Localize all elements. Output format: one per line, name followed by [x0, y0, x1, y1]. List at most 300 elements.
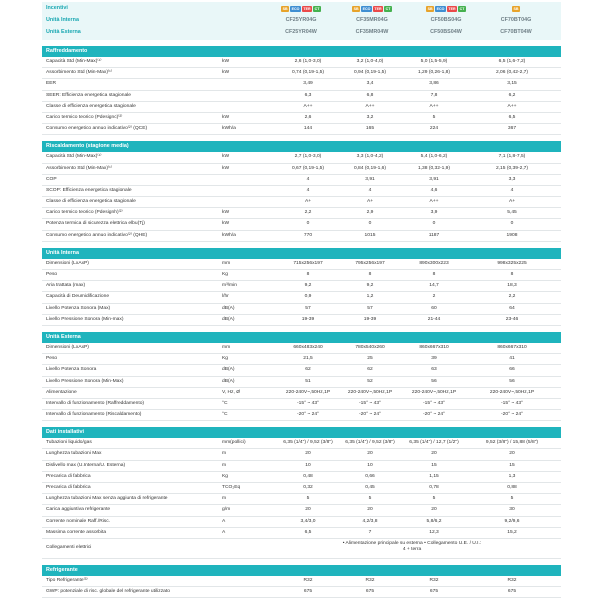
row-value: 0,48 — [303, 473, 313, 479]
row-unit: V, Hz, Ø — [222, 389, 241, 395]
row-value: 4,2/3,8 — [362, 518, 378, 524]
outdoor-model: CF25YR04W — [285, 29, 317, 35]
row-value: 3,3 — [508, 176, 516, 182]
row-label: COP — [46, 176, 57, 182]
row-label: EER — [46, 81, 57, 87]
row-label: SEER: Efficienza energetica stagionale — [46, 92, 132, 98]
row-label: Precarica di fabbrica — [46, 485, 91, 490]
table-row — [42, 410, 561, 421]
table-row — [42, 102, 561, 113]
row-value: 20 — [305, 507, 311, 513]
row-value: 3,9 — [430, 210, 438, 216]
row-label: Tipo Refrigerante⁽³⁾ — [46, 577, 88, 583]
row-unit: kW — [222, 114, 230, 120]
row-value: -15° ~ 43° — [359, 400, 381, 406]
table-row — [42, 68, 561, 79]
incentive-badge: CT — [459, 7, 465, 11]
row-label: Capacità Std (Min-Max)⁽¹⁾ — [46, 59, 102, 64]
spec-section — [42, 248, 561, 326]
row-value: 3,49 — [303, 81, 313, 87]
spec-section — [42, 46, 561, 135]
row-value: 9,2 — [304, 283, 312, 289]
row-value: 39 — [431, 356, 437, 362]
row-value: R32 — [303, 577, 313, 583]
row-value: -20° ~ 24° — [297, 412, 319, 418]
table-row — [42, 587, 561, 598]
sections-container — [42, 46, 561, 598]
row-value: 1,3 — [508, 473, 516, 479]
row-value: 2,6 (1,0-3,0) — [294, 59, 322, 64]
spec-section — [42, 141, 561, 242]
table-row — [42, 365, 561, 376]
row-value-span: • Alimentazione principale su esterna • Collegamento U.E. / U.I.: 4 + terra — [342, 540, 482, 552]
row-value: 4 — [306, 176, 310, 182]
row-value: A++ — [429, 199, 439, 205]
row-value: 9,2/9,6 — [504, 518, 520, 524]
table-row — [42, 539, 561, 559]
row-value: 5,0 (1,5-5,9) — [420, 59, 448, 64]
incentive-badge: TER — [374, 7, 382, 11]
row-value: 3,3 (1,0-4,2) — [356, 154, 384, 160]
row-value: 4 — [368, 187, 372, 193]
row-value: 1,15 — [429, 473, 439, 479]
row-value: 220-240V~,50Hz,1P — [489, 389, 535, 395]
row-value: 220-240V~,50Hz,1P — [285, 389, 331, 395]
row-value: 5 — [510, 496, 514, 502]
row-value: 15 — [431, 462, 437, 468]
table-row — [42, 208, 561, 219]
row-value: 5,45 — [507, 210, 517, 216]
row-unit: dB(A) — [222, 367, 235, 373]
row-label: Precarica di fabbrica — [46, 473, 91, 479]
row-value: 5 — [432, 114, 436, 120]
row-value: 165 — [365, 126, 375, 132]
row-label: Consumo energetico annuo indicativo⁽²⁾ (QHE) — [46, 232, 148, 238]
row-value: 0,9 — [304, 294, 312, 300]
row-label: Alimentazione — [46, 389, 77, 395]
row-value: 20 — [431, 507, 437, 513]
row-unit: mm — [222, 260, 231, 266]
incentive-badge: SB — [427, 7, 433, 11]
row-value: 1,38 (0,32-1,9) — [417, 165, 451, 171]
row-value: 0,74 (0,19-1,5) — [291, 70, 325, 76]
row-label: Capacità Std (Min-Max)⁽¹⁾ — [46, 154, 102, 160]
row-value: 6,3 — [304, 92, 312, 98]
table-row — [42, 175, 561, 186]
row-unit: kW — [222, 59, 230, 64]
row-value: 2,06 (0,42-2,7) — [495, 70, 529, 76]
row-value: 2,7 (1,0-3,0) — [294, 154, 322, 160]
row-value: 890x300x223 — [419, 260, 449, 266]
row-value: 20 — [367, 451, 373, 457]
row-value: 860x667x310 — [497, 344, 527, 350]
table-row — [42, 449, 561, 460]
row-value: 10 — [305, 462, 311, 468]
row-value: 25 — [367, 356, 373, 362]
row-label: Massima corrente assorbita — [46, 529, 107, 535]
row-value: R32 — [429, 577, 439, 583]
table-row — [42, 438, 561, 449]
table-row — [42, 197, 561, 208]
row-label: Intervallo di funzionamento (Raffreddamento) — [46, 400, 145, 406]
row-value: 8 — [306, 272, 310, 277]
table-row — [42, 113, 561, 124]
row-value: 220-240V~,50Hz,1P — [347, 389, 393, 395]
spec-section — [42, 332, 561, 421]
row-unit: dB(A) — [222, 316, 235, 322]
row-label: Livello Potenza Sonora (Max) — [46, 305, 111, 311]
row-unit: kWh/a — [222, 126, 236, 132]
row-unit: Kg — [222, 272, 228, 277]
row-label: Potenza termica di sicurezza elettrica elbu(Tj) — [46, 221, 145, 227]
row-unit: °C — [222, 400, 228, 406]
row-value: 0 — [306, 221, 310, 227]
row-value: R32 — [507, 577, 517, 583]
row-value: 0 — [510, 221, 514, 227]
row-value: 6,2 — [508, 92, 516, 98]
row-value: 6,5 — [304, 529, 312, 535]
table-row — [42, 281, 561, 292]
row-label: Consumo energetico annuo indicativo⁽²⁾ (QCE) — [46, 126, 148, 132]
row-value: 20 — [431, 451, 437, 457]
row-value: 5,4 (1,0-6,2) — [420, 154, 448, 160]
row-value: 3,91 — [429, 176, 439, 182]
row-unit: m³/min — [222, 283, 237, 289]
row-label: Aria trattata (max) — [46, 283, 86, 289]
row-value: 2,6 — [304, 114, 312, 120]
row-value: 14,7 — [429, 283, 439, 289]
section-title: Raffreddamento — [42, 46, 561, 57]
row-value: -15° ~ 43° — [297, 400, 319, 406]
row-value: 5,8/6,2 — [426, 518, 442, 524]
row-value: 62 — [305, 367, 311, 373]
row-value: 8 — [510, 272, 514, 277]
row-value: 4,6 — [430, 187, 438, 193]
row-value: -15° ~ 43° — [423, 400, 445, 406]
row-label: Peso — [46, 272, 58, 277]
table-row — [42, 270, 561, 281]
row-value: 56 — [509, 378, 515, 384]
table-row — [42, 91, 561, 102]
indoor-model: CF35MR04G — [356, 17, 388, 23]
row-value: 0,32 — [303, 485, 313, 490]
row-unit: m — [222, 451, 227, 457]
row-label: Livello Potenza Sonora — [46, 367, 97, 373]
row-value: 5 — [306, 496, 310, 502]
table-row — [42, 343, 561, 354]
row-value: 56 — [431, 378, 437, 384]
row-value: 8 — [368, 272, 372, 277]
row-unit: Kg — [222, 356, 228, 362]
row-value: 1015 — [364, 232, 376, 238]
row-value: 6,35 (1/4") / 9,52 (3/8") — [345, 440, 395, 446]
row-value: 20 — [509, 451, 515, 457]
incentives-label: Incentivi — [46, 5, 68, 11]
row-value: 12,3 — [429, 529, 439, 535]
row-value: 57 — [367, 305, 373, 311]
row-unit: l/hr — [222, 294, 229, 300]
row-label: Peso — [46, 356, 58, 362]
table-row — [42, 399, 561, 410]
row-value: 6,35 (1/4") / 9,52 (3/8") — [283, 440, 333, 446]
row-value: -20° ~ 24° — [423, 412, 445, 418]
row-value: 3,2 (1,0-4,0) — [356, 59, 384, 64]
row-value: 64 — [509, 305, 515, 311]
incentive-badge-group — [411, 6, 481, 13]
row-unit: °C — [222, 412, 228, 418]
table-row — [42, 152, 561, 163]
row-value: 52 — [367, 378, 373, 384]
table-row — [42, 124, 561, 135]
row-label: Lunghezza tubazioni Max senza aggiunta di refrigerante — [46, 496, 168, 502]
row-value: -15° ~ 43° — [501, 400, 523, 406]
row-unit: m — [222, 496, 227, 502]
table-row — [42, 186, 561, 197]
table-row — [42, 354, 561, 365]
row-unit: TCO₂Eq — [222, 485, 241, 490]
table-row — [42, 576, 561, 587]
incentive-badge: ECO — [436, 7, 445, 11]
row-value: 1,2 — [366, 294, 374, 300]
row-label: Dimensioni (LxAxP) — [46, 344, 89, 350]
row-value: -20° ~ 24° — [501, 412, 523, 418]
section-title: Dati installativi — [42, 427, 561, 438]
row-value: 21-44 — [427, 316, 441, 322]
row-value: 5 — [432, 496, 436, 502]
table-row — [42, 472, 561, 483]
row-value: 660x483x240 — [293, 344, 323, 350]
section-title: Refrigerante — [42, 565, 561, 576]
indoor-model: CF25YR04G — [285, 17, 317, 23]
row-value: 7,8 — [430, 92, 438, 98]
row-value: 367 — [507, 126, 517, 132]
section-title: Unità Interna — [42, 248, 561, 259]
table-row — [42, 483, 561, 494]
section-title: Riscaldamento (stagione media) — [42, 141, 561, 152]
indoor-model: CF50BS04G — [430, 17, 462, 23]
row-value: 998x325x225 — [497, 260, 527, 266]
indoor-model: CF70BT04G — [500, 17, 532, 23]
row-value: 144 — [303, 126, 313, 132]
incentive-badge: SB — [353, 7, 359, 11]
row-label: Classe di efficienza energetica stagionale — [46, 199, 136, 205]
row-value: 6,5 (1,6-7,2) — [498, 59, 526, 64]
row-unit: mm(pollici) — [222, 440, 246, 446]
row-value: 4 — [510, 187, 514, 193]
row-value: 0,84 (0,19-1,6) — [353, 165, 387, 171]
table-row — [42, 259, 561, 270]
row-unit: kW — [222, 154, 230, 160]
row-value: 4 — [306, 187, 310, 193]
row-label: Carico termico teorico (Pdesignh)⁽²⁾ — [46, 210, 123, 216]
table-row — [42, 505, 561, 516]
row-unit: kW — [222, 210, 230, 216]
row-value: 21,5 — [303, 356, 313, 362]
row-unit: Kg — [222, 473, 228, 479]
incentive-badge-group — [481, 6, 551, 13]
row-value: 2,2 — [304, 210, 312, 216]
row-value: 0,67 (0,19-1,5) — [291, 165, 325, 171]
row-unit: kWh/a — [222, 232, 236, 238]
incentive-badge: ECO — [362, 7, 371, 11]
indoor-unit-label: Unità Interna — [46, 17, 79, 23]
table-row — [42, 494, 561, 505]
incentive-badge-group — [337, 6, 407, 13]
row-label: Assorbimento Std (Min-Max)⁽¹⁾ — [46, 165, 112, 171]
row-value: 6,5 — [508, 114, 516, 120]
row-value: A+ — [304, 199, 312, 205]
incentive-badge: CT — [385, 7, 391, 11]
row-value: 63 — [431, 367, 437, 373]
row-value: 3,4 — [366, 81, 374, 87]
table-row — [42, 461, 561, 472]
section-title: Unità Esterna — [42, 332, 561, 343]
row-value: 1,29 (0,26-1,8) — [417, 70, 451, 76]
row-value: 18,3 — [507, 283, 517, 289]
row-value: 57 — [305, 305, 311, 311]
row-value: R32 — [365, 577, 375, 583]
incentive-badge-group — [266, 6, 336, 13]
row-value: 7,1 (1,8-7,5) — [498, 154, 526, 160]
row-value: 9,52 (3/8") / 15,88 (5/8") — [485, 440, 539, 446]
row-unit: A — [222, 518, 226, 524]
spec-section — [42, 565, 561, 598]
spec-section — [42, 427, 561, 559]
row-label: Livello Pressione Sonora (Min-Max) — [46, 378, 124, 384]
table-row — [42, 292, 561, 303]
row-value: 770 — [303, 232, 313, 238]
outdoor-model: CF50BS04W — [430, 29, 462, 35]
table-row — [42, 231, 561, 242]
table-row — [42, 164, 561, 175]
row-value: 2,15 (0,39-2,7) — [495, 165, 529, 171]
row-label: Livello Pressione Sonora (Min-max) — [46, 316, 124, 322]
table-row — [42, 304, 561, 315]
row-label: Dimensioni (LxAxP) — [46, 260, 89, 266]
row-value: 675 — [507, 589, 517, 595]
incentive-badge: ECO — [291, 7, 300, 11]
row-value: 15 — [509, 462, 515, 468]
row-value: 66 — [509, 367, 515, 373]
row-value: A++ — [303, 103, 313, 109]
row-label: Corrente nominale Raff./Risc. — [46, 518, 111, 524]
row-value: 7 — [368, 529, 372, 535]
incentive-badge: TER — [448, 7, 456, 11]
row-label: GWP: potenziale di risc. globale del refrigerante utilizzato — [46, 589, 170, 595]
row-value: 3,4/3,0 — [300, 518, 316, 524]
table-row — [42, 219, 561, 230]
row-unit: m — [222, 462, 227, 468]
row-value: 41 — [509, 356, 515, 362]
incentive-badge: SB — [513, 7, 519, 11]
row-label: SCOP: Efficienza energetica stagionale — [46, 187, 132, 193]
row-label: Carica aggiuntiva refrigerante — [46, 507, 111, 513]
row-value: 6,8 — [366, 92, 374, 98]
row-value: 0,66 — [365, 473, 375, 479]
row-value: 0 — [432, 221, 436, 227]
row-value: 62 — [367, 367, 373, 373]
row-value: 60 — [431, 305, 437, 311]
outdoor-model: CF70BT04W — [500, 29, 532, 35]
row-value: 1908 — [506, 232, 518, 238]
row-value: 9,2 — [366, 283, 374, 289]
spec-table — [42, 2, 561, 598]
row-value: 15,2 — [507, 529, 517, 535]
row-unit: g/m — [222, 507, 231, 513]
row-value: 675 — [365, 589, 375, 595]
row-value: 51 — [305, 378, 311, 384]
table-row — [42, 517, 561, 528]
row-value: 715x256x197 — [293, 260, 323, 266]
row-label: Classe di efficienza energetica stagionale — [46, 103, 136, 109]
row-value: 780x540x260 — [355, 344, 385, 350]
row-value: A++ — [507, 103, 517, 109]
row-value: 19-39 — [301, 316, 315, 322]
incentive-badge: SB — [282, 7, 288, 11]
row-value: 30 — [509, 507, 515, 513]
row-label: Dislivello max (U.Interna/U. Esterna) — [46, 462, 126, 468]
row-value: 3,2 — [366, 114, 374, 120]
row-value: 23-46 — [505, 316, 519, 322]
row-value: 0,78 — [429, 485, 439, 490]
row-unit: dB(A) — [222, 378, 235, 384]
row-label: Carico termico teorico (Pdesignc)⁽²⁾ — [46, 114, 123, 120]
row-unit: mm — [222, 344, 231, 350]
row-value: 0,94 (0,19-1,5) — [353, 70, 387, 76]
row-value: A+ — [508, 199, 516, 205]
row-label: Assorbimento Std (Min-Max)⁽¹⁾ — [46, 70, 112, 76]
row-value: 8 — [432, 272, 436, 277]
row-value: 19-39 — [363, 316, 377, 322]
table-row — [42, 388, 561, 399]
incentive-badge: CT — [314, 7, 320, 11]
row-value: 0,88 — [507, 485, 517, 490]
row-value: 0,45 — [365, 485, 375, 490]
row-unit: kW — [222, 70, 230, 76]
outdoor-model: CF35MR04W — [355, 29, 389, 35]
row-value: 224 — [429, 126, 439, 132]
row-value: 1187 — [428, 232, 440, 238]
row-value: 2,2 — [508, 294, 516, 300]
table-row — [42, 315, 561, 326]
row-unit: kW — [222, 165, 230, 171]
table-row — [42, 528, 561, 539]
row-label: Tubazioni liquido/gas — [46, 440, 92, 446]
row-label: Intervallo di funzionamento (Riscaldamento) — [46, 412, 142, 418]
row-label: Capacità di Deumidificazione — [46, 294, 110, 300]
incentive-badge: TER — [303, 7, 311, 11]
row-value: A+ — [366, 199, 374, 205]
row-value: 2 — [432, 294, 436, 300]
outdoor-unit-label: Unità Esterna — [46, 29, 81, 35]
row-value: 6,35 (1/4") / 12,7 (1/2") — [409, 440, 459, 446]
row-value: 10 — [367, 462, 373, 468]
table-row — [42, 57, 561, 68]
row-value: 20 — [305, 451, 311, 457]
row-value: 3,91 — [365, 176, 375, 182]
row-value: 675 — [429, 589, 439, 595]
table-row — [42, 377, 561, 388]
row-unit: kW — [222, 221, 230, 227]
row-value: 675 — [303, 589, 313, 595]
row-value: 3,15 — [507, 81, 517, 87]
row-value: 20 — [367, 507, 373, 513]
row-value: 3,86 — [429, 81, 439, 87]
row-value: 860x667x310 — [419, 344, 449, 350]
row-unit: dB(A) — [222, 305, 235, 311]
row-value: 795x256x197 — [355, 260, 385, 266]
row-value: -20° ~ 24° — [359, 412, 381, 418]
